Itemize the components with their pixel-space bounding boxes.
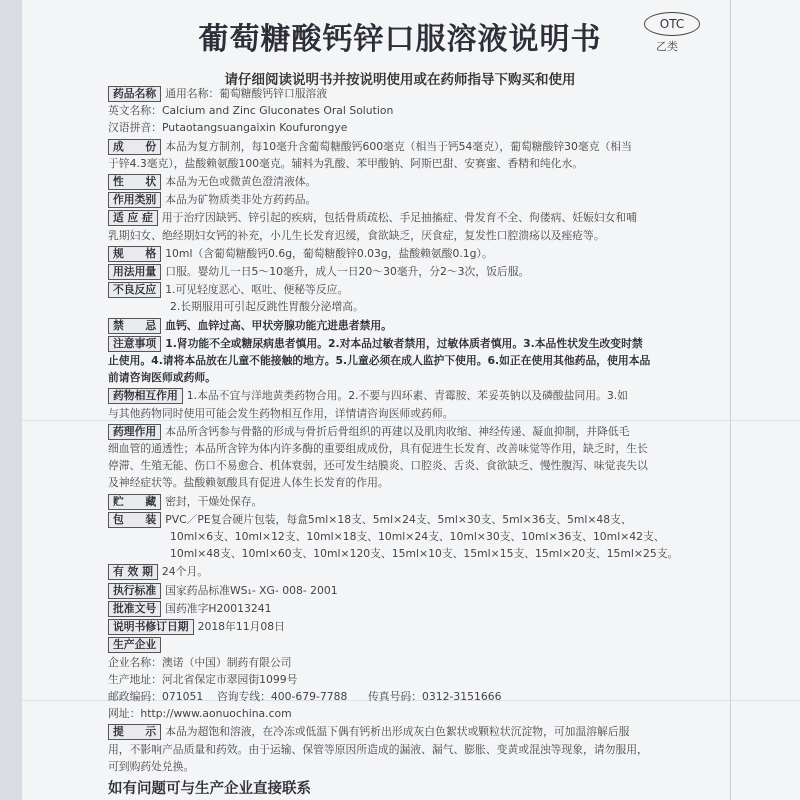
section-label: 注意事项 (108, 336, 161, 352)
section-label: 作用类别 (108, 192, 161, 208)
otc-badge: OTC (644, 12, 700, 36)
section-approval (108, 600, 722, 617)
section-label: 适 应 症 (108, 210, 158, 226)
package-text: PVC／PE复合硬片包装，每盒5ml×18支、5ml×24支、5ml×30支、5ml×36支、5ml×48支、 (165, 512, 632, 526)
composition-text-cont: 于锌4.3毫克），盐酸赖氨酸100毫克。辅料为乳酸、苯甲酸钠、阿斯巴甜、安赛蜜、香精和纯化水。 (108, 156, 584, 170)
section-validity (108, 563, 722, 580)
manufacturer-address: 生产地址：河北省保定市翠园街1099号 (108, 672, 298, 686)
section-appearance (108, 173, 722, 190)
section-standard (108, 582, 722, 599)
manufacturer-contacts (108, 688, 722, 705)
pharmacology-text: 本品所含钙参与骨骼的形成与骨折后骨组织的再建以及肌肉收缩、神经传递、凝血抑制，并降低毛 (165, 424, 630, 438)
interactions-text: 1.本品不宜与洋地黄类药物合用。2.不要与四环素、青霉胺、苯妥英钠以及磷酸盐同用。3.如 (186, 389, 628, 403)
tips-text-cont2: 可到购药处兑换。 (108, 759, 195, 773)
section-label: 贮 藏 (108, 494, 161, 510)
section-revision (108, 618, 722, 635)
section-composition (108, 138, 722, 155)
pharmacology-text-cont2: 停滞、生殖无能、伤口不易愈合、机体衰弱，还可发生结膜炎、口腔炎、舌炎、食欲缺乏、慢性腹泻、味觉丧失以 (108, 459, 648, 473)
manufacturer-hotline: 咨询专线：400-679-7788 (216, 689, 348, 703)
fold-line-vertical (730, 0, 731, 800)
indications-text-cont: 乳期妇女、绝经期妇女钙的补充，小儿生长发育迟缓，食欲缺乏，厌食症，复发性口腔溃疡以及痤疮等。 (108, 228, 605, 242)
section-storage (108, 493, 722, 510)
section-label: 说明书修订日期 (108, 619, 194, 635)
section-spec (108, 245, 722, 262)
section-drug-name (108, 85, 722, 102)
interactions-text-cont: 与其他药物同时使用可能会发生药物相互作用，详情请咨询医师或药师。 (108, 406, 454, 420)
validity-text: 24个月。 (161, 565, 209, 579)
manufacturer-company: 企业名称：澳诺（中国）制药有限公司 (108, 655, 292, 669)
indications-text: 用于治疗因缺钙、锌引起的疾病，包括骨质疏松、手足抽搐症、骨发育不全、佝偻病、妊娠妇女和哺 (161, 211, 637, 225)
section-indications (108, 209, 722, 226)
section-label: 包 装 (108, 512, 161, 528)
approval-text: 国药准字H20013241 (165, 601, 272, 615)
section-label: 禁 忌 (108, 318, 161, 334)
section-label: 提 示 (108, 724, 161, 740)
dosage-text: 口服。婴幼儿一日5～10毫升，成人一日20～30毫升，分2～3次，饭后服。 (165, 265, 530, 279)
standard-text: 国家药品标准WS₁- XG- 008- 2001 (165, 583, 338, 597)
tips-text: 本品为超饱和溶液，在冷冻或低温下偶有钙析出形成灰白色絮状或颗粒状沉淀物，可加温溶解后服 (165, 725, 630, 739)
precautions-text-cont: 止使用。4.请将本品放在儿童不能接触的地方。5.儿童必须在成人监护下使用。6.如正在使用其他药品，使用本品 (108, 354, 651, 368)
package-text-cont2: 10ml×48支、10ml×60支、10ml×120支、15ml×10支、15ml×15支、15ml×20支、15ml×25支。 (170, 547, 679, 561)
section-label: 成 份 (108, 139, 161, 155)
adverse-text: 1.可见轻度恶心、呕吐、便秘等反应。 (165, 283, 349, 297)
section-label: 用法用量 (108, 264, 161, 280)
manufacturer-postcode: 邮政编码：071051 (108, 689, 204, 703)
precautions-text-cont2: 前请咨询医师或药师。 (108, 371, 216, 385)
pharmacology-text-cont: 细血管的通透性；本品所含锌为体内许多酶的重要组成成份，具有促进生长发育、改善味觉等作用，缺乏时，生长 (108, 442, 648, 456)
otc-class-label: 乙类 (656, 40, 678, 53)
section-category (108, 191, 722, 208)
section-label: 规 格 (108, 246, 161, 262)
pharmacology-text-cont3: 及神经症状等。盐酸赖氨酸具有促进人体生长发育的作用。 (108, 476, 389, 490)
revision-text: 2018年11月08日 (197, 620, 285, 634)
section-label: 不良反应 (108, 282, 161, 298)
section-label: 执行标准 (108, 583, 161, 599)
section-tips (108, 723, 722, 740)
section-contraindications (108, 317, 722, 334)
section-label: 药品名称 (108, 86, 161, 102)
precautions-text: 1.肾功能不全或糖尿病患者慎用。2.对本品过敏者禁用，过敏体质者慎用。3.本品性状发生改变时禁 (165, 336, 643, 350)
manufacturer-website: 网址：http://www.aonuochina.com (108, 707, 292, 721)
section-package (108, 511, 722, 528)
section-adverse (108, 281, 722, 298)
footer-note: 如有问题可与生产企业直接联系 (108, 780, 311, 797)
contraindications-text: 血钙、血锌过高、甲状旁腺功能亢进患者禁用。 (165, 318, 392, 332)
package-text-cont: 10ml×6支、10ml×12支、10ml×18支、10ml×24支、10ml×30支、10ml×36支、10ml×42支、 (170, 530, 665, 544)
section-manufacturer (108, 636, 722, 653)
section-label: 有 效 期 (108, 564, 158, 580)
storage-text: 密封，干燥处保存。 (165, 494, 263, 508)
section-label: 药理作用 (108, 424, 161, 440)
adverse-text-cont: 2.长期服用可引起反跳性胃酸分泌增高。 (170, 300, 364, 314)
english-name: 英文名称：Calcium and Zinc Gluconates Oral Solution (108, 104, 394, 118)
leaflet-body (108, 84, 722, 798)
tips-text-cont: 用，不影响产品质量和药效。由于运输、保管等原因所造成的漏液、漏气、膨胀、变黄或混浊等现象，请勿服用， (108, 742, 648, 756)
manufacturer-fax: 传真号码：0312-3151666 (368, 689, 502, 703)
section-label: 生产企业 (108, 637, 161, 653)
spec-text: 10ml（含葡萄糖酸钙0.6g，葡萄糖酸锌0.03g，盐酸赖氨酸0.1g）。 (165, 246, 493, 260)
section-interactions (108, 387, 722, 404)
document-subtitle: 请仔细阅读说明书并按说明使用或在药师指导下购买和使用 (224, 72, 576, 88)
section-dosage (108, 263, 722, 280)
section-precautions (108, 335, 722, 352)
section-label: 批准文号 (108, 601, 161, 617)
section-label: 药物相互作用 (108, 388, 183, 404)
appearance-text: 本品为无色或微黄色澄清液体。 (165, 175, 317, 189)
document-title: 葡萄糖酸钙锌口服溶液说明书 (198, 22, 602, 57)
pinyin-name: 汉语拼音：Putaotangsuangaixin Koufurongye (108, 121, 348, 135)
generic-name: 通用名称：葡萄糖酸钙锌口服溶液 (165, 87, 328, 100)
section-pharmacology (108, 423, 722, 440)
section-label: 性 状 (108, 174, 161, 190)
category-text: 本品为矿物质类非处方药药品。 (165, 193, 317, 207)
composition-text: 本品为复方制剂，每10毫升含葡萄糖酸钙600毫克（相当于钙54毫克），葡萄糖酸锌30毫克（相当 (165, 139, 632, 153)
